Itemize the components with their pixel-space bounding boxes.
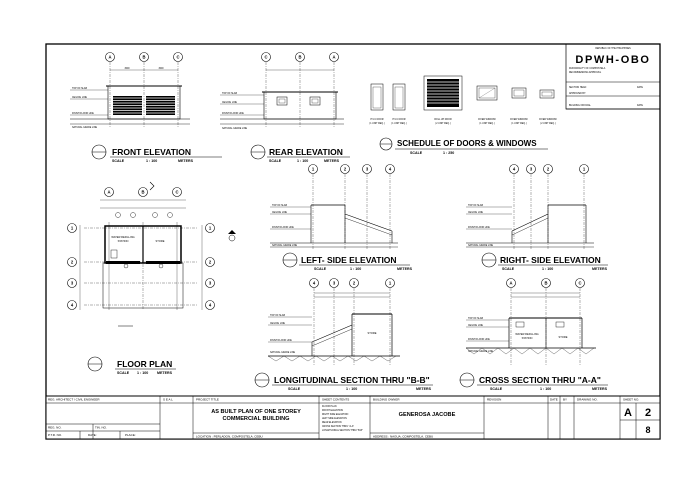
schedule-scale-label: SCALE xyxy=(410,151,423,155)
sched-item-4-name: FIXED WINDOW xyxy=(478,119,496,121)
rear-title: REAR ELEVATION xyxy=(269,147,343,157)
tb-address: ADDRESS : NAGUA, COMPOSTELA, CEBU xyxy=(373,434,434,439)
long-level-top: TOP OF SLAB xyxy=(270,315,285,317)
schedule-title: SCHEDULE OF DOORS & WINDOWS xyxy=(397,139,537,148)
right-level-natural: NATURAL GRADE LINE xyxy=(468,245,494,247)
right-title: RIGHT- SIDE ELEVATION xyxy=(500,255,601,265)
rear-scale-label: SCALE xyxy=(269,159,282,163)
right-unit: METERS xyxy=(592,267,607,271)
sched-item-5-name: FIXED WINDOW xyxy=(510,119,528,121)
rear-level-top: TOP OF SLAB xyxy=(222,93,237,95)
rear-scale: 1 : 100 xyxy=(297,159,309,163)
right-level-ceiling: CEILING LINE xyxy=(468,212,483,214)
front-level-top: TOP OF SLAB xyxy=(72,88,87,90)
tb-owner: GENEROSA JACOBE xyxy=(398,412,456,418)
rear-level-ceiling: CEILING LINE xyxy=(222,102,237,104)
tb-sheet-contents-label: SHEET CONTENTS xyxy=(322,397,350,402)
republic-label: REPUBLIC OF THE PHILIPPINES xyxy=(595,48,631,50)
right-scale-label: SCALE xyxy=(502,267,515,271)
tb-project-title-2: COMMERCIAL BUILDING xyxy=(222,416,290,422)
front-scale: 1 : 100 xyxy=(146,159,158,163)
floor-grid-c: C xyxy=(175,189,179,195)
left-grid-3: 3 xyxy=(365,166,369,172)
long-grid-1: 1 xyxy=(388,280,392,286)
left-grid-4: 4 xyxy=(388,166,392,172)
front-level-ceiling: CEILING LINE xyxy=(72,97,87,99)
tb-sheet-no: SHEET NO. xyxy=(623,397,640,402)
tb-place: PLACE: xyxy=(125,433,136,437)
left-unit: METERS xyxy=(397,267,412,271)
tb-sheet-total: 8 xyxy=(645,425,651,435)
tb-reg-no: REG. NO. xyxy=(48,425,62,430)
sched-item-2-qty: ( 1 UNIT REQ. ) xyxy=(390,123,408,125)
long-title: LONGITUDINAL SECTION THRU "B-B" xyxy=(274,375,430,385)
left-level-natural: NATURAL GRADE LINE xyxy=(272,245,298,247)
municipality-label: MUNICIPALITY OF COMPOSTELA xyxy=(569,68,606,70)
left-level-finish: FINISH FLOOR LINE xyxy=(272,227,294,229)
sched-item-4-qty: ( 1 UNIT REQ. ) xyxy=(478,123,496,125)
sched-item-5-qty: ( 1 UNIT REQ. ) xyxy=(510,123,528,125)
tb-reg-architect: REG. ARCHITECT / CIVIL ENGINEER xyxy=(48,397,100,402)
tb-sheet-content-4: LEFT SIDE ELEVATION xyxy=(322,418,347,420)
sched-item-6-qty: ( 2 UNIT REQ. ) xyxy=(539,123,557,125)
floor-grid-4: 4 xyxy=(70,302,74,308)
floor-room1-label: WATER REFILLING xyxy=(111,236,135,239)
cross-grid-c: C xyxy=(578,280,582,286)
tb-sheet-content-6: CROSS SECTION THRU "A-A" xyxy=(322,426,355,428)
left-scale-label: SCALE xyxy=(314,267,327,271)
floor-grid-2-right: 2 xyxy=(208,259,212,265)
tb-date2: DATE: xyxy=(88,433,97,437)
floor-grid-1: 1 xyxy=(70,225,74,231)
long-grid-4: 4 xyxy=(312,280,316,286)
front-grid-b: B xyxy=(142,54,146,60)
tb-sheet-letter: A xyxy=(624,407,632,419)
long-unit: METERS xyxy=(416,387,431,391)
floor-grid-a: A xyxy=(107,189,111,195)
right-level-top: TOP OF SLAB xyxy=(468,205,483,207)
right-grid-1: 1 xyxy=(582,166,586,172)
schedule-scale: 1 : 250 xyxy=(443,151,455,155)
right-level-finish: FINISH FLOOR LINE xyxy=(468,227,490,229)
long-scale-label: SCALE xyxy=(288,387,301,391)
right-grid-3: 3 xyxy=(529,166,533,172)
tb-date: DATE xyxy=(550,397,558,402)
floor-room1b-label: STATION xyxy=(117,240,129,243)
cross-scale: 1 : 100 xyxy=(540,387,552,391)
floor-scale: 1 : 100 xyxy=(137,371,149,375)
rear-grid-a: A xyxy=(332,54,336,60)
rear-grid-c: C xyxy=(264,54,268,60)
front-scale-label: SCALE xyxy=(112,159,125,163)
cross-room1b-label: STATION xyxy=(521,337,533,340)
cross-grid-b: B xyxy=(544,280,548,286)
cross-level-ceiling: CEILING LINE xyxy=(468,325,483,327)
tb-project-title-1: AS BUILT PLAN OF ONE STOREY xyxy=(211,409,301,415)
tb-by: BY xyxy=(563,397,568,402)
left-title: LEFT- SIDE ELEVATION xyxy=(301,255,397,265)
rear-unit: METERS xyxy=(324,159,339,163)
front-grid-a: A xyxy=(108,54,112,60)
recommending-label: RECOMMENDING APPROVAL xyxy=(569,72,602,74)
cross-level-natural: NATURAL GRADE LINE xyxy=(468,351,494,353)
front-title: FRONT ELEVATION xyxy=(112,147,192,157)
front-level-natural: NATURAL GRADE LINE xyxy=(72,127,98,129)
agency-label: DPWH-OBO xyxy=(575,54,651,66)
floor-room2-label: STORE xyxy=(155,240,165,243)
date-label-1: DATE xyxy=(637,87,643,89)
sched-item-1-qty: ( 1 UNIT REQ. ) xyxy=(368,123,386,125)
left-grid-1: 1 xyxy=(311,166,315,172)
cross-scale-label: SCALE xyxy=(490,387,503,391)
cross-title: CROSS SECTION THRU "A-A" xyxy=(479,375,601,385)
cross-room2-label: STORE xyxy=(558,336,568,339)
rear-level-natural: NATURAL GRADE LINE xyxy=(222,128,248,130)
long-grid-3: 3 xyxy=(332,280,336,286)
sched-item-3-qty: ( 2 UNIT REQ. ) xyxy=(434,123,452,125)
front-grid-c: C xyxy=(176,54,180,60)
tb-ptr: P.T.R. NO. xyxy=(48,433,62,437)
rear-grid-b: B xyxy=(298,54,302,60)
floor-grid-b: B xyxy=(141,189,145,195)
long-scale: 1 : 100 xyxy=(346,387,358,391)
cross-unit: METERS xyxy=(592,387,607,391)
tb-tin: TIN. NO. xyxy=(95,425,107,430)
tb-seal: S E A L xyxy=(163,397,173,402)
title-block xyxy=(46,396,660,439)
approved-by-label: APPROVED BY: xyxy=(569,93,586,95)
tb-sheet-content-2: FRONT ELEVATION xyxy=(322,410,344,412)
long-level-natural: NATURAL GRADE LINE xyxy=(270,352,296,354)
tb-sheet-content-1: FLOOR PLAN xyxy=(322,406,337,408)
front-unit: METERS xyxy=(178,159,193,163)
front-dim-1: 3000 xyxy=(124,68,130,70)
left-grid-2: 2 xyxy=(343,166,347,172)
floor-title: FLOOR PLAN xyxy=(117,359,173,369)
long-level-ceiling: CEILING LINE xyxy=(270,323,285,325)
left-level-ceiling: CEILING LINE xyxy=(272,212,287,214)
long-grid-2: 2 xyxy=(352,280,356,286)
right-grid-4: 4 xyxy=(512,166,516,172)
floor-grid-3-right: 3 xyxy=(208,280,212,286)
tb-owner-label: BUILDING OWNER xyxy=(373,397,400,402)
tb-project-title-label: PROJECT TITLE xyxy=(196,397,219,402)
rear-level-finish: FINISH FLOOR LINE xyxy=(222,113,244,115)
front-dim-2: 3000 xyxy=(158,68,164,70)
sched-item-3-name: ROLL UP DOOR xyxy=(434,119,452,121)
floor-grid-2: 2 xyxy=(70,259,74,265)
left-level-top: TOP OF SLAB xyxy=(272,205,287,207)
tb-drawing-no: DRAWING NO. xyxy=(577,397,598,402)
long-room-label: STORE xyxy=(367,332,377,335)
building-official-label: BUILDING OFFICIAL xyxy=(569,105,591,107)
sched-item-1-name: P.V.C DOOR xyxy=(370,119,384,121)
cross-grid-a: A xyxy=(509,280,513,286)
front-level-finish: FINISH FLOOR LINE xyxy=(72,113,94,115)
left-scale: 1 : 100 xyxy=(350,267,362,271)
tb-location: LOCATION : PERLADON, COMPOSTELA, CEBU xyxy=(196,434,263,439)
date-label-2: DATE xyxy=(637,105,643,107)
floor-scale-label: SCALE xyxy=(117,371,130,375)
cross-level-finish: FINISH FLOOR LINE xyxy=(468,339,490,341)
floor-grid-3: 3 xyxy=(70,280,74,286)
cross-room1-label: WATER REFILLING xyxy=(515,333,539,336)
floor-grid-1-right: 1 xyxy=(208,225,212,231)
tb-revision: REVISION xyxy=(487,397,502,402)
floor-grid-4-right: 4 xyxy=(208,302,212,308)
sched-item-2-name: P.V.C DOOR xyxy=(392,119,406,121)
tb-sheet-num: 2 xyxy=(644,407,652,419)
long-level-finish: FINISH FLOOR LINE xyxy=(270,340,292,342)
tb-sheet-content-3: RIGHT SIDE ELEVATION xyxy=(322,414,349,416)
cross-level-top: TOP OF SLAB xyxy=(468,318,483,320)
sched-item-6-name: FIXED WINDOW xyxy=(539,119,557,121)
tb-sheet-content-5: REAR ELEVATION xyxy=(322,422,342,424)
section-head-label: SECTION HEAD xyxy=(569,87,587,89)
right-scale: 1 : 100 xyxy=(542,267,554,271)
tb-sheet-content-7: LONGITUDINAL SECTION THRU "B-B" xyxy=(322,430,363,432)
right-grid-2: 2 xyxy=(546,166,550,172)
floor-unit: METERS xyxy=(157,371,172,375)
